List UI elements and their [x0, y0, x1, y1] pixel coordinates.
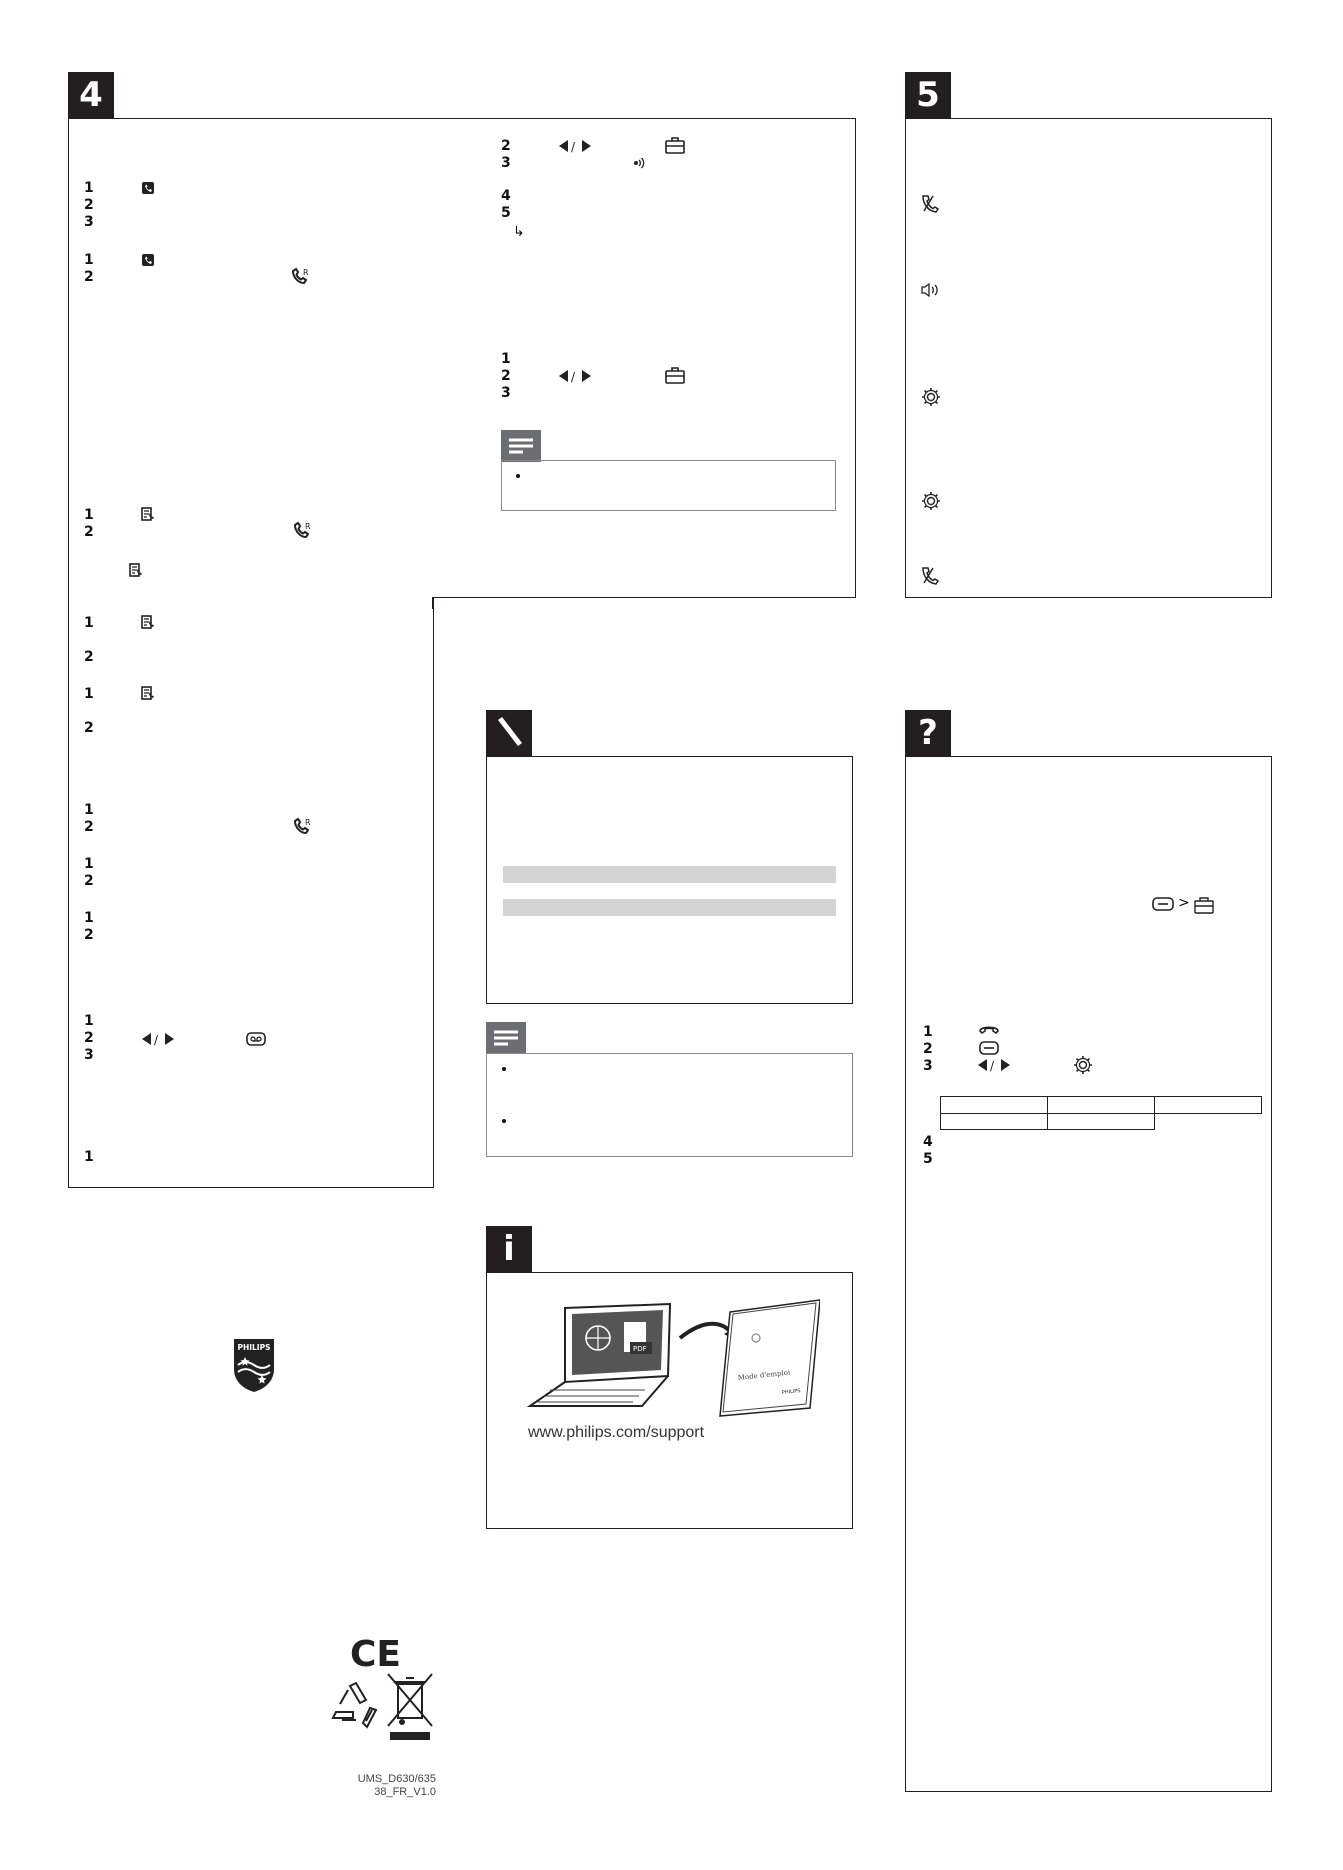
step-number: 1	[84, 1013, 94, 1029]
call-log-icon	[140, 685, 157, 702]
section-5-panel	[905, 118, 1272, 598]
table-cell	[940, 1113, 1048, 1130]
svg-text:PDF: PDF	[633, 1345, 647, 1353]
section-4-tab: 4	[68, 72, 114, 118]
note-lines-icon	[486, 1022, 526, 1054]
step-number: 1	[84, 180, 94, 196]
note-lines-icon	[501, 430, 541, 462]
pen-icon	[486, 710, 532, 756]
step-number: 1	[501, 351, 511, 367]
recall-icon	[292, 520, 312, 540]
step-number: 2	[84, 819, 94, 835]
step-number: 4	[501, 188, 511, 204]
recall-icon	[290, 266, 310, 286]
note-bullet	[516, 474, 520, 478]
phonebook-icon	[140, 252, 156, 268]
step-number: 4	[923, 1134, 933, 1150]
svg-text:PHILIPS: PHILIPS	[237, 1343, 271, 1352]
step-number: 2	[923, 1041, 933, 1057]
menu-briefcase-icon	[664, 365, 686, 385]
laptop-to-manual-illustration	[520, 1298, 820, 1418]
step-number: 3	[501, 155, 511, 171]
info-section-tab: i	[486, 1226, 532, 1272]
menu-briefcase-icon	[664, 135, 686, 155]
svg-text:R: R	[305, 522, 311, 531]
step-number: 3	[84, 1047, 94, 1063]
note-box	[501, 460, 836, 511]
ring-icon	[632, 156, 646, 170]
step-number: 5	[923, 1151, 933, 1167]
step-number: 3	[84, 214, 94, 230]
section-4-divider-bottom	[433, 597, 856, 598]
highlight-bar	[503, 866, 836, 883]
step-number: 2	[84, 524, 94, 540]
step-number: 2	[84, 720, 94, 736]
document-code-line1: UMS_D630/635	[357, 1773, 436, 1785]
philips-shield-logo	[231, 1337, 277, 1393]
table-cell	[1047, 1113, 1155, 1130]
call-log-icon	[140, 614, 157, 631]
step-number: 3	[923, 1058, 933, 1074]
nav-arrows-icon	[976, 1057, 1012, 1073]
step-number: 2	[84, 873, 94, 889]
step-number: 2	[501, 368, 511, 384]
call-log-icon	[128, 562, 145, 579]
recall-icon	[292, 816, 312, 836]
step-number: 2	[84, 269, 94, 285]
voicemail-icon	[246, 1031, 266, 1047]
document-code-line2: 38_FR_V1.0	[374, 1786, 436, 1798]
nav-arrows-icon	[557, 368, 593, 384]
svg-text:R: R	[305, 818, 311, 827]
settings-gear-icon	[920, 490, 942, 512]
table-cell	[1047, 1096, 1155, 1114]
svg-text:/: /	[571, 140, 576, 154]
svg-text:PHILIPS: PHILIPS	[781, 1388, 801, 1396]
support-url[interactable]: www.philips.com/support	[528, 1424, 705, 1441]
step-number: 2	[84, 649, 94, 665]
step-number: 1	[84, 686, 94, 702]
svg-text:Mode d'emploi: Mode d'emploi	[737, 1368, 791, 1382]
speaker-icon	[920, 282, 942, 298]
step-number: 1	[84, 507, 94, 523]
note-box	[486, 1053, 853, 1157]
highlight-bar	[503, 899, 836, 916]
menu-path-separator: >	[1178, 895, 1190, 911]
step-number: 1	[84, 856, 94, 872]
nav-arrows-icon	[140, 1031, 176, 1047]
step-number: 1	[923, 1024, 933, 1040]
step-number: 2	[501, 138, 511, 154]
svg-text:R: R	[303, 268, 309, 277]
note-icon	[501, 430, 541, 462]
step-number: 1	[84, 252, 94, 268]
menu-key-icon	[978, 1040, 1000, 1056]
note-bullet	[502, 1119, 506, 1123]
settings-gear-icon	[920, 386, 942, 408]
step-number: 3	[501, 385, 511, 401]
step-number: 2	[84, 197, 94, 213]
svg-text:CE: CE	[350, 1636, 402, 1670]
help-section-tab: ?	[905, 710, 951, 756]
svg-text:/: /	[990, 1059, 995, 1073]
recycle-icon	[330, 1680, 382, 1730]
handset-icon	[978, 1022, 1000, 1036]
step-number: 1	[84, 910, 94, 926]
step-number: 1	[84, 802, 94, 818]
svg-text:/: /	[154, 1033, 159, 1047]
note-bullet	[502, 1067, 506, 1071]
step-number: 2	[84, 927, 94, 943]
step-number: 1	[84, 1149, 94, 1165]
result-arrow-icon: ↳	[513, 224, 525, 240]
pen-section-tab	[486, 710, 532, 756]
step-number: 5	[501, 205, 511, 221]
nav-arrows-icon	[557, 138, 593, 154]
weee-bin-icon	[384, 1670, 436, 1742]
step-number: 2	[84, 1030, 94, 1046]
call-log-icon	[140, 506, 157, 523]
step-number: 1	[84, 615, 94, 631]
hang-up-icon	[920, 193, 940, 215]
section-4-panel-upper	[68, 118, 856, 598]
section-4-lower-right-line	[432, 597, 433, 609]
settings-gear-icon	[1072, 1054, 1094, 1076]
section-4-panel-lower	[68, 597, 434, 1188]
document-code	[340, 1773, 436, 1799]
ce-mark-icon	[350, 1636, 402, 1670]
hang-up-icon	[920, 565, 940, 587]
table-cell	[940, 1096, 1048, 1114]
phonebook-icon	[140, 180, 156, 196]
section-5-tab: 5	[905, 72, 951, 118]
table-cell	[1154, 1096, 1262, 1114]
svg-text:/: /	[571, 370, 576, 384]
note-icon	[486, 1022, 526, 1054]
